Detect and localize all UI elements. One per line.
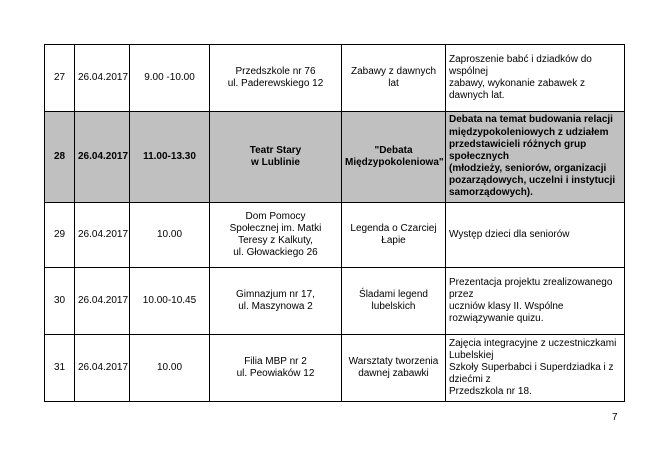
event-line: Warsztaty tworzenia	[348, 355, 439, 367]
schedule-table	[44, 44, 625, 402]
page-number: 7	[612, 412, 618, 423]
event-line: Legenda o Czarciej	[350, 222, 437, 234]
date-cell: 26.04.2017	[75, 45, 130, 112]
description-line: międzypokoleniowych z udziałem	[449, 126, 609, 138]
event-cell	[342, 203, 446, 268]
place-cell	[210, 203, 342, 268]
description-cell	[446, 45, 625, 112]
description-line: Prezentacja projektu zrealizowanego przez	[449, 276, 613, 300]
event-line: Międzypokoleniowa"	[345, 157, 444, 168]
place-line: Przedszkole nr 76	[235, 65, 316, 77]
place-line: Dom Pomocy	[245, 210, 306, 222]
description-line: Zajęcia integracyjne z uczestniczkami Lubelskiej	[449, 337, 617, 361]
table-row	[45, 203, 625, 268]
row-number-cell: 29	[45, 203, 75, 268]
description-cell	[446, 112, 625, 203]
description-line: zabawy, wykonanie zabawek z dawnych lat.	[449, 78, 585, 102]
description-line: Zaproszenie babć i dziadków do wspólnej	[449, 53, 592, 77]
time-cell: 11.00-13.30	[130, 112, 210, 203]
place-line: ul. Paderewskiego 12	[227, 78, 324, 89]
place-cell	[210, 268, 342, 335]
place-line: Teresy z Kalkuty,	[238, 235, 313, 246]
description-line: Debata na temat budowania relacji	[449, 114, 613, 126]
place-line: w Lublinie	[251, 157, 300, 168]
description-line: Występ dzieci dla seniorów	[449, 228, 570, 240]
event-line: lubelskich	[371, 301, 416, 312]
table-row	[45, 335, 625, 402]
event-cell	[342, 335, 446, 402]
description-line: samorządowych).	[449, 187, 533, 199]
time-cell: 10.00	[130, 203, 210, 268]
place-line: ul. Peowiaków 12	[236, 368, 315, 379]
time-cell: 10.00	[130, 335, 210, 402]
table-row	[45, 268, 625, 335]
event-line: dawnej zabawki	[358, 368, 429, 379]
date-cell: 26.04.2017	[75, 112, 130, 203]
row-number-cell: 31	[45, 335, 75, 402]
place-line: Filia MBP nr 2	[244, 355, 307, 367]
date-cell: 26.04.2017	[75, 203, 130, 268]
place-cell	[210, 112, 342, 203]
event-cell	[342, 45, 446, 112]
schedule-table-body	[45, 45, 625, 402]
event-line: Łapie	[381, 235, 406, 246]
description-line: Przedszkola nr 18.	[449, 386, 532, 398]
event-cell	[342, 112, 446, 203]
table-row	[45, 45, 625, 112]
row-number-cell: 28	[45, 112, 75, 203]
description-line: uczniów klasy II. Wspólne rozwiązywanie quizu.	[449, 301, 564, 325]
place-line: ul. Maszynowa 2	[238, 301, 313, 312]
description-cell	[446, 268, 625, 335]
description-line: (młodzieży, seniorów, organizacji	[449, 163, 607, 175]
event-cell	[342, 268, 446, 335]
date-cell: 26.04.2017	[75, 335, 130, 402]
place-line: Teatr Stary	[249, 144, 302, 156]
event-line: Śladami legend	[359, 288, 428, 300]
row-number-cell: 27	[45, 45, 75, 112]
place-cell	[210, 45, 342, 112]
event-line: "Debata	[374, 144, 413, 156]
description-line: pozarządowych, uczelni i instytucji	[449, 175, 616, 187]
place-line: Gimnazjum nr 17,	[236, 288, 315, 300]
event-line: Zabawy z dawnych lat	[350, 65, 437, 89]
description-cell	[446, 203, 625, 268]
place-line: Społecznej im. Matki	[229, 222, 322, 234]
row-number-cell: 30	[45, 268, 75, 335]
time-cell: 9.00 -10.00	[130, 45, 210, 112]
description-cell	[446, 335, 625, 402]
date-cell: 26.04.2017	[75, 268, 130, 335]
description-line: przedstawicieli różnych grup społecznych	[449, 138, 587, 162]
time-cell: 10.00-10.45	[130, 268, 210, 335]
description-line: Szkoły Superbabci i Superdziadka i z dziećmi z	[449, 361, 614, 386]
table-row-highlighted	[45, 112, 625, 203]
place-line: ul. Głowackiego 26	[233, 247, 318, 259]
place-cell	[210, 335, 342, 402]
